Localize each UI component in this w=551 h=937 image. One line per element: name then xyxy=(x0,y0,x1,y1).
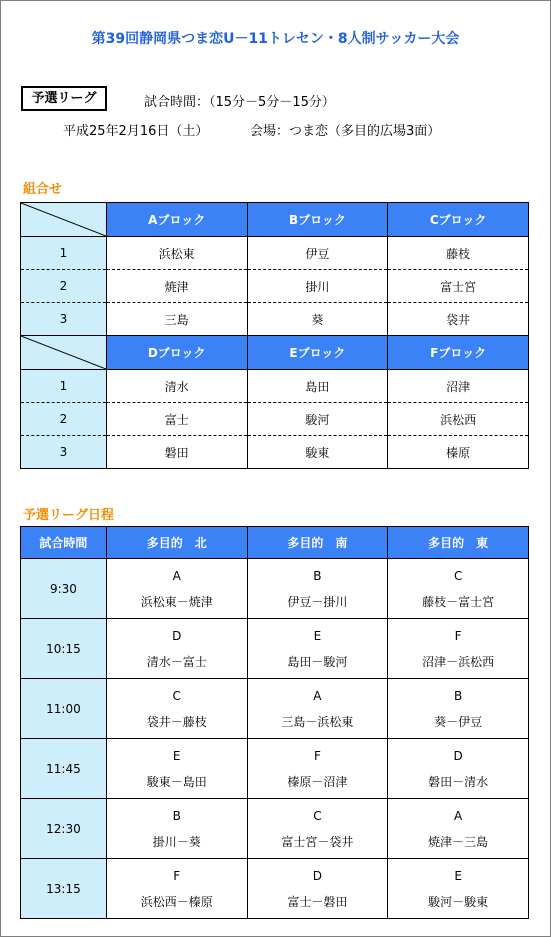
match-time: 11:45 xyxy=(21,739,107,799)
team-name: 沼津 xyxy=(388,370,529,403)
team-name: 三島 xyxy=(106,303,247,336)
schedule-header-field: 多目的 東 xyxy=(388,527,529,559)
match-cell xyxy=(247,859,388,919)
match-block: B xyxy=(172,808,181,823)
team-name: 藤枝 xyxy=(388,237,529,270)
block-header: Aブロック xyxy=(106,203,247,237)
match-teams: 浜松西－榛原 xyxy=(140,894,213,909)
team-name: 清水 xyxy=(106,370,247,403)
match-block: A xyxy=(313,688,322,703)
block-header: Fブロック xyxy=(388,336,529,370)
block-header: Bブロック xyxy=(247,203,388,237)
match-cell xyxy=(247,739,388,799)
match-time: 13:15 xyxy=(21,859,107,919)
team-name: 富士宮 xyxy=(388,270,529,303)
row-number: 1 xyxy=(21,237,107,270)
match-teams: 伊豆－掛川 xyxy=(287,594,348,609)
team-name: 葵 xyxy=(247,303,388,336)
team-name: 掛川 xyxy=(247,270,388,303)
match-teams: 磐田－清水 xyxy=(428,774,489,789)
corner-cell xyxy=(21,336,107,370)
match-block: F xyxy=(313,748,321,763)
match-teams: 袋井－藤枝 xyxy=(146,714,207,729)
team-name: 島田 xyxy=(247,370,388,403)
match-cell xyxy=(106,679,247,739)
match-cell xyxy=(247,559,388,619)
groups-table-2 xyxy=(20,335,529,469)
match-teams: 駿東－島田 xyxy=(146,774,207,789)
match-teams: 駿河－駿東 xyxy=(428,894,489,909)
match-time-info: 試合時間：（15分－5分－15分） xyxy=(144,95,335,110)
match-time: 10:15 xyxy=(21,619,107,679)
match-block: E xyxy=(172,748,181,763)
schedule-header-time: 試合時間 xyxy=(21,527,107,559)
match-teams: 富士宮－袋井 xyxy=(281,834,354,849)
match-cell xyxy=(106,619,247,679)
event-date: 平成25年2月16日（土） xyxy=(63,124,209,139)
match-block: A xyxy=(454,808,463,823)
league-label: 予選リーグ xyxy=(21,86,107,111)
match-teams: 清水－富士 xyxy=(146,654,207,669)
match-teams: 葵－伊豆 xyxy=(434,714,483,729)
row-number: 3 xyxy=(21,436,107,469)
match-block: A xyxy=(172,568,181,583)
match-cell xyxy=(388,679,529,739)
corner-cell xyxy=(21,203,107,237)
diagonal-line-icon xyxy=(21,203,106,236)
block-header: Cブロック xyxy=(388,203,529,237)
page-title: 第39回静岡県つま恋U－11トレセン・8人制サッカー大会 xyxy=(91,31,460,47)
event-venue: 会場：つま恋（多目的広場3面） xyxy=(250,124,441,139)
row-number: 1 xyxy=(21,370,107,403)
team-name: 焼津 xyxy=(106,270,247,303)
match-block: B xyxy=(313,568,322,583)
match-block: D xyxy=(172,628,182,643)
match-block: D xyxy=(312,868,323,883)
match-teams: 沼津－浜松西 xyxy=(422,654,495,669)
match-cell xyxy=(388,559,529,619)
match-cell xyxy=(106,559,247,619)
schedule-header-field: 多目的 北 xyxy=(106,527,247,559)
match-block: D xyxy=(453,748,463,763)
groups-table-1 xyxy=(20,202,529,336)
match-cell xyxy=(247,679,388,739)
match-time: 9:30 xyxy=(21,559,107,619)
match-block: E xyxy=(313,628,322,643)
match-block: B xyxy=(454,688,463,703)
match-teams: 榛原－沼津 xyxy=(287,774,348,789)
schedule-table xyxy=(20,526,529,919)
schedule-heading: 予選リーグ日程 xyxy=(23,508,115,523)
match-teams: 掛川－葵 xyxy=(152,834,201,849)
team-name: 磐田 xyxy=(106,436,247,469)
row-number: 3 xyxy=(21,303,107,336)
match-cell xyxy=(106,859,247,919)
team-name: 富士 xyxy=(106,403,247,436)
team-name: 浜松東 xyxy=(106,237,247,270)
diagonal-line-icon xyxy=(21,336,106,369)
match-cell xyxy=(388,859,529,919)
team-name: 駿河 xyxy=(247,403,388,436)
match-cell xyxy=(247,619,388,679)
match-teams: 藤枝－富士宮 xyxy=(422,594,495,609)
match-cell xyxy=(388,799,529,859)
team-name: 伊豆 xyxy=(247,237,388,270)
match-cell xyxy=(388,619,529,679)
match-block: F xyxy=(454,628,462,643)
match-time: 12:30 xyxy=(21,799,107,859)
match-teams: 三島－浜松東 xyxy=(281,714,354,729)
match-cell xyxy=(247,799,388,859)
groups-heading: 組合せ xyxy=(23,182,63,197)
match-cell xyxy=(388,739,529,799)
match-block: C xyxy=(172,688,181,703)
team-name: 榛原 xyxy=(388,436,529,469)
schedule-header-field: 多目的 南 xyxy=(247,527,388,559)
row-number: 2 xyxy=(21,403,107,436)
match-block: C xyxy=(313,808,322,823)
match-block: F xyxy=(173,868,181,883)
match-cell xyxy=(106,799,247,859)
team-name: 浜松西 xyxy=(388,403,529,436)
match-teams: 富士－磐田 xyxy=(287,894,348,909)
match-cell xyxy=(106,739,247,799)
block-header: Eブロック xyxy=(247,336,388,370)
match-teams: 浜松東－焼津 xyxy=(140,594,213,609)
team-name: 駿東 xyxy=(247,436,388,469)
match-time: 11:00 xyxy=(21,679,107,739)
match-teams: 島田－駿河 xyxy=(287,654,348,669)
match-block: C xyxy=(453,568,463,583)
team-name: 袋井 xyxy=(388,303,529,336)
block-header: Dブロック xyxy=(106,336,247,370)
match-block: E xyxy=(454,868,462,883)
row-number: 2 xyxy=(21,270,107,303)
match-teams: 焼津－三島 xyxy=(428,834,489,849)
